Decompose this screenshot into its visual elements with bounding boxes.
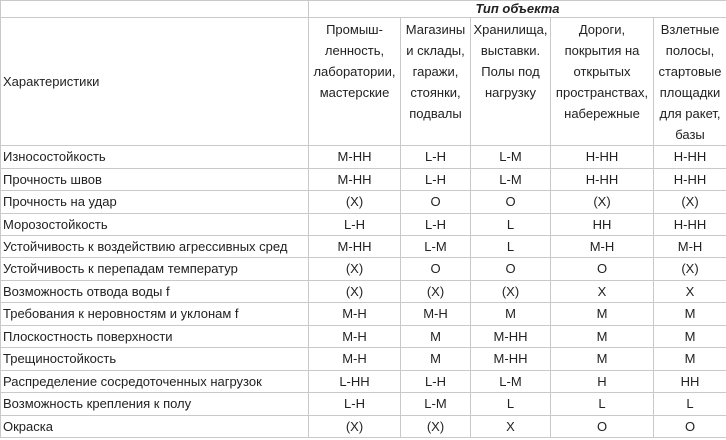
table-cell: М-НН <box>471 325 551 348</box>
column-header-shops <box>401 18 471 146</box>
table-cell: О <box>471 258 551 281</box>
table-cell: (Х) <box>309 191 401 214</box>
table-cell: Х <box>471 415 551 438</box>
header-line: Взлетные <box>660 22 720 37</box>
table-row <box>1 325 726 348</box>
header-line: подвалы <box>409 106 462 121</box>
table-cell: М-Н <box>309 325 401 348</box>
row-label: Требования к неровностям и уклонам f <box>1 303 309 326</box>
table-row <box>1 146 726 169</box>
table-cell: L-М <box>471 168 551 191</box>
header-line: нагрузку <box>484 85 537 100</box>
table-cell: L-М <box>471 370 551 393</box>
table-cell: (Х) <box>401 280 471 303</box>
table-cell: М-Н <box>309 303 401 326</box>
table-cell: Н-НН <box>654 146 726 169</box>
row-label: Устойчивость к воздействию агрессивных сред <box>1 236 309 258</box>
table-cell: L <box>654 393 726 416</box>
table-cell: М-НН <box>309 146 401 169</box>
table-cell: L-М <box>401 236 471 258</box>
table-cell: О <box>654 415 726 438</box>
header-line: Дороги, <box>578 22 626 37</box>
row-label: Прочность на удар <box>1 191 309 214</box>
header-corner-cell <box>1 1 309 18</box>
table-cell: О <box>401 191 471 214</box>
header-line: для ракет, <box>659 106 721 121</box>
row-label: Возможность отвода воды f <box>1 280 309 303</box>
row-label: Износостойкость <box>1 146 309 169</box>
column-header-industry <box>309 18 401 146</box>
object-type-header: Тип объекта <box>309 1 726 18</box>
table-cell: М <box>401 348 471 371</box>
header-line: стоянки, <box>410 85 461 100</box>
table-cell: Н-НН <box>551 168 654 191</box>
table-cell: НН <box>654 370 726 393</box>
table-cell: М <box>654 303 726 326</box>
table-cell: (Х) <box>654 191 726 214</box>
header-line: стартовые <box>658 64 722 79</box>
table-cell: О <box>551 258 654 281</box>
table-cell: (Х) <box>471 280 551 303</box>
header-line: Магазины <box>405 22 466 37</box>
table-cell: НН <box>551 213 654 236</box>
table-cell: L <box>551 393 654 416</box>
header-line: набережные <box>564 106 640 121</box>
row-label: Распределение сосредоточенных нагрузок <box>1 370 309 393</box>
table-cell: (Х) <box>551 191 654 214</box>
table-cell: Х <box>654 280 726 303</box>
header-line: Хранилища, <box>473 22 548 37</box>
table-cell: М-Н <box>654 236 726 258</box>
table-cell: L-Н <box>401 213 471 236</box>
table-cell: М <box>551 325 654 348</box>
column-header-row <box>1 18 726 146</box>
table-cell: М-Н <box>551 236 654 258</box>
header-line: полосы, <box>665 43 715 58</box>
header-line: Полы под <box>481 64 540 79</box>
table-cell: L-Н <box>401 370 471 393</box>
row-label: Окраска <box>1 415 309 438</box>
table-row <box>1 258 726 281</box>
table-cell: М-Н <box>401 303 471 326</box>
table-row <box>1 393 726 416</box>
group-header-row <box>1 1 726 18</box>
table-cell: Н-НН <box>551 146 654 169</box>
header-line: пространствах, <box>555 85 649 100</box>
table-cell: L-Н <box>309 393 401 416</box>
header-line: лаборатории, <box>313 64 396 79</box>
column-header-storage <box>471 18 551 146</box>
table-row <box>1 348 726 371</box>
table-row <box>1 415 726 438</box>
table-row <box>1 168 726 191</box>
table-cell: М-НН <box>309 168 401 191</box>
row-label: Трещиностойкость <box>1 348 309 371</box>
table-row <box>1 370 726 393</box>
table-row <box>1 191 726 214</box>
table-cell: (Х) <box>401 415 471 438</box>
row-label: Прочность швов <box>1 168 309 191</box>
table-row <box>1 236 726 258</box>
table-cell: М <box>401 325 471 348</box>
table-cell: (Х) <box>309 280 401 303</box>
table-cell: (Х) <box>309 258 401 281</box>
table-cell: L <box>471 393 551 416</box>
table-cell: L-Н <box>401 146 471 169</box>
table-cell: М <box>471 303 551 326</box>
table-cell: Н-НН <box>654 168 726 191</box>
table-cell: М-Н <box>309 348 401 371</box>
row-label: Плоскостность поверхности <box>1 325 309 348</box>
table-row <box>1 303 726 326</box>
row-label: Возможность крепления к полу <box>1 393 309 416</box>
column-header-runways <box>654 18 726 146</box>
table-cell: М <box>654 325 726 348</box>
table-cell: Н-НН <box>654 213 726 236</box>
table-cell: L-НН <box>309 370 401 393</box>
table-cell: (Х) <box>654 258 726 281</box>
table-cell: Н <box>551 370 654 393</box>
column-header-roads <box>551 18 654 146</box>
table-cell: L <box>471 213 551 236</box>
table-cell: L-Н <box>309 213 401 236</box>
table-cell: О <box>401 258 471 281</box>
table-cell: М <box>654 348 726 371</box>
table-cell: L-М <box>471 146 551 169</box>
row-label: Устойчивость к перепадам температур <box>1 258 309 281</box>
table-cell: L-М <box>401 393 471 416</box>
header-line: базы <box>675 127 705 142</box>
header-line: Промыш- <box>326 22 383 37</box>
table-cell: О <box>471 191 551 214</box>
row-label: Морозостойкость <box>1 213 309 236</box>
header-line: площадки <box>659 85 721 100</box>
header-line: ленность, <box>324 43 385 58</box>
table-cell: М-НН <box>471 348 551 371</box>
characteristics-header: Характеристики <box>1 18 309 146</box>
table-cell: М-НН <box>309 236 401 258</box>
table-cell: L-Н <box>401 168 471 191</box>
table-row <box>1 280 726 303</box>
header-line: и склады, <box>406 43 465 58</box>
table-row <box>1 213 726 236</box>
table-cell: М <box>551 303 654 326</box>
table-cell: (Х) <box>309 415 401 438</box>
header-line: гаражи, <box>412 64 459 79</box>
header-line: мастерские <box>319 85 390 100</box>
header-line: покрытия на <box>564 43 640 58</box>
table-cell: Х <box>551 280 654 303</box>
table-cell: О <box>551 415 654 438</box>
table-cell: М <box>551 348 654 371</box>
header-line: открытых <box>573 64 631 79</box>
table-cell: L <box>471 236 551 258</box>
header-line: выставки. <box>480 43 541 58</box>
